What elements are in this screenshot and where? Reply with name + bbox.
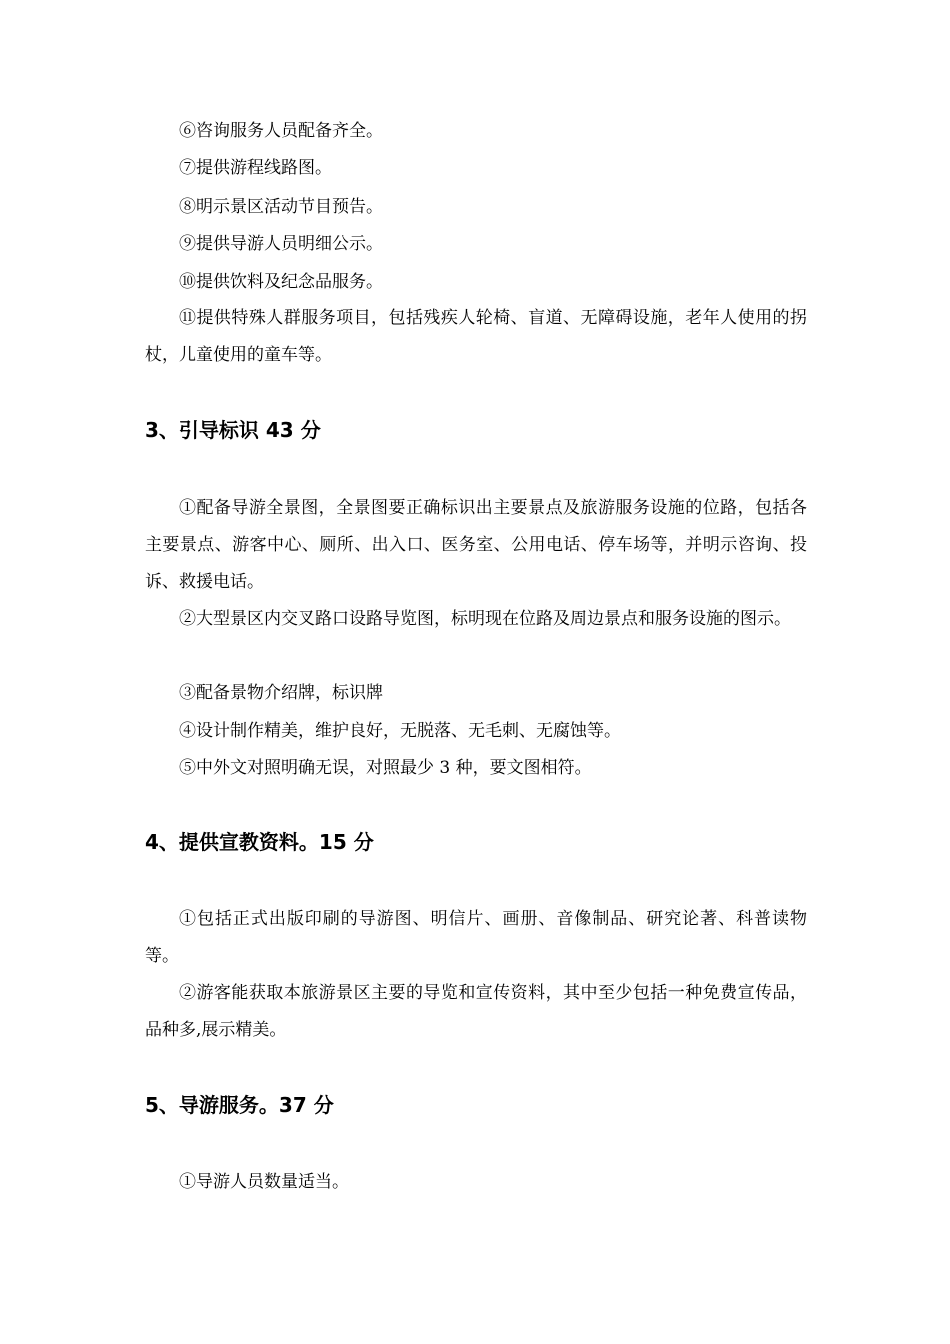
section-3-item-2: ②大型景区内交叉路口设路导览图，标明现在位路及周边景点和服务设施的图示。 [179, 609, 791, 629]
section-4-title: 、提供宣教资料。 [158, 830, 319, 854]
section-3-item-3: ③配备景物介绍牌，标识牌 [179, 683, 383, 703]
item-8: ⑧明示景区活动节目预告。 [179, 197, 383, 217]
section-4-item-1: ①包括正式出版印刷的导游图、明信片、画册、音像制品、研究论著、科普读物等。 [145, 909, 807, 966]
section-5-item-1: ①导游人员数量适当。 [179, 1172, 349, 1192]
item-7: ⑦提供游程线路图。 [179, 158, 332, 178]
section-3-item-4: ④设计制作精美，维护良好，无脱落、无毛刺、无腐蚀等。 [179, 721, 621, 741]
item-9: ⑨提供导游人员明细公示。 [179, 234, 383, 254]
section-5-score: 37 [278, 1093, 307, 1117]
item-6: ⑥咨询服务人员配备齐全。 [179, 121, 383, 141]
section-3-score: 43 [265, 418, 294, 442]
section-3-number: 3 [145, 418, 159, 442]
section-3-title: 、引导标识 [158, 418, 259, 442]
section-5-heading [145, 1090, 807, 1120]
section-4-unit: 分 [353, 830, 374, 854]
section-4-heading [145, 827, 807, 857]
section-5-number: 5 [145, 1093, 159, 1117]
section-5-unit: 分 [313, 1093, 334, 1117]
section-4-item-2: ②游客能获取本旅游景区主要的导览和宣传资料，其中至少包括一种免费宣传品，品种多,展示精美。 [145, 983, 807, 1040]
section-3-item-1: ①配备导游全景图，全景图要正确标识出主要景点及旅游服务设施的位路，包括各主要景点、游客中心、厕所、出入口、医务室、公用电话、停车场等，并明示咨询、投诉、救援电话。 [145, 498, 807, 592]
item-10: ⑩提供饮料及纪念品服务。 [179, 272, 383, 292]
section-3-unit: 分 [300, 418, 321, 442]
section-5-title: 、导游服务。 [158, 1093, 279, 1117]
section-3-item-5: ⑤中外文对照明确无误，对照最少 3 种，要文图相符。 [179, 758, 592, 778]
section-4-number: 4 [145, 830, 159, 854]
section-4-score: 15 [318, 830, 347, 854]
section-3-heading [145, 415, 807, 445]
item-11: ⑪提供特殊人群服务项目，包括残疾人轮椅、盲道、无障碍设施，老年人使用的拐杖，儿童使用的童车等。 [145, 308, 807, 365]
